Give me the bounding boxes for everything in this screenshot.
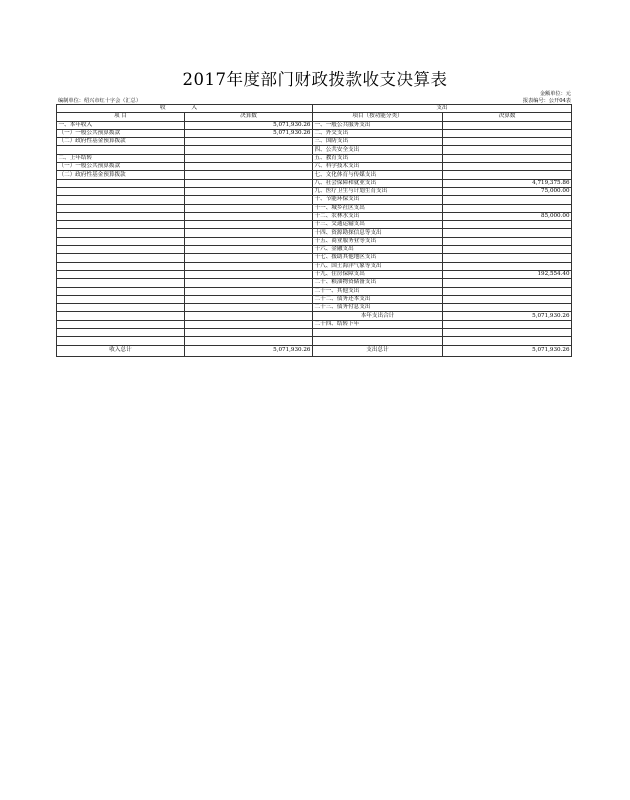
income-amount-cell [185,179,313,187]
income-item-cell [57,204,185,212]
table-row [57,287,572,295]
expenditure-item-cell [313,337,443,345]
income-item-cell [57,212,185,220]
compiling-unit: 编制单位：绍兴市红十字会（汇总） [58,98,142,104]
expenditure-amount-cell [443,129,572,137]
income-item-cell [57,304,185,312]
expenditure-amount-cell: 192,554.40 [443,270,572,278]
income-amount-cell [185,187,313,195]
table-section-header [57,105,572,113]
expenditure-amount-cell [443,262,572,270]
table-row [57,146,572,154]
expenditure-item-cell: 十、节能环保支出 [313,196,443,204]
income-amount-cell [185,279,313,287]
income-item-cell [57,187,185,195]
expenditure-item-cell: 十六、金融支出 [313,246,443,254]
amount-unit-label: 金额单位：元 [539,91,571,97]
table-row [57,163,572,171]
income-amount-cell [185,229,313,237]
expenditure-amount-cell [443,204,572,212]
income-item-cell [57,320,185,328]
expenditure-amount-cell [443,221,572,229]
expenditure-item-cell: 十五、商业服务业等支出 [313,237,443,245]
expenditure-amount-cell [443,163,572,171]
income-amount-cell [185,312,313,320]
income-amount-cell [185,138,313,146]
table-row [57,179,572,187]
table-row [57,337,572,345]
income-item-cell [57,312,185,320]
expenditure-amount-cell [443,320,572,328]
expenditure-item-cell: 十七、援助其他地区支出 [313,254,443,262]
expenditure-item-cell: 七、文化体育与传媒支出 [313,171,443,179]
expenditure-total-label: 支出总计 [313,345,443,356]
income-amount-cell [185,212,313,220]
expenditure-item-cell: 二十一、其他支出 [313,287,443,295]
income-item-cell [57,254,185,262]
income-section-header: 收 入 [57,105,313,113]
expenditure-item-cell: 二十、粮油物资储备支出 [313,279,443,287]
income-amount-cell [185,262,313,270]
income-item-cell [57,179,185,187]
table-row [57,270,572,278]
income-item-cell [57,262,185,270]
table-row [57,196,572,204]
expenditure-item-cell: 十九、住房保障支出 [313,270,443,278]
table-row [57,237,572,245]
income-item-cell [57,146,185,154]
expenditure-item-cell: 十四、资源勘探信息等支出 [313,229,443,237]
income-amount-cell [185,196,313,204]
income-item-cell [57,329,185,337]
expenditure-item-cell: 二十四、结转下年 [313,320,443,328]
table-row [57,320,572,328]
expenditure-item-cell [313,329,443,337]
expenditure-amount-cell [443,246,572,254]
income-item-cell: （一）一般公共预算拨款 [57,163,185,171]
income-amount-cell: 5,071,930.26 [185,129,313,137]
table-row [57,295,572,303]
expenditure-section-header: 支出 [313,105,572,113]
table-column-header [57,113,572,121]
income-item-cell [57,295,185,303]
expenditure-amount-cell [443,196,572,204]
income-amount-cell [185,320,313,328]
income-amount-cell [185,304,313,312]
expenditure-amount-cell [443,295,572,303]
income-total-label: 收入总计 [57,345,185,356]
table-row [57,129,572,137]
expenditure-amount-cell [443,171,572,179]
expenditure-item-cell: 八、社会保障和就业支出 [313,179,443,187]
income-amount-cell [185,204,313,212]
expenditure-item-cell: 二十二、债务还本支出 [313,295,443,303]
table-row [57,304,572,312]
expenditure-item-cell: 三、国防支出 [313,138,443,146]
income-item-cell [57,246,185,254]
expenditure-item-cell: 六、科学技术支出 [313,163,443,171]
expenditure-item-cell: 二十三、债务付息支出 [313,304,443,312]
income-item-cell: 一、本年收入 [57,121,185,129]
table-row [57,154,572,162]
table-row [57,221,572,229]
income-amount-cell [185,154,313,162]
expenditure-amount-cell [443,138,572,146]
expenditure-amount-cell [443,121,572,129]
table-row [57,212,572,220]
income-amount-cell [185,337,313,345]
income-amount-cell [185,163,313,171]
table-row [57,121,572,129]
expenditure-amount-cell [443,154,572,162]
income-item-cell: （二）政府性基金预算拨款 [57,138,185,146]
expenditure-item-cell: 十三、交通运输支出 [313,221,443,229]
income-amount-cell [185,270,313,278]
expenditure-amount-cell: 75,000.00 [443,187,572,195]
expenditure-amount-cell [443,229,572,237]
expenditure-item-cell: 一、一般公共服务支出 [313,121,443,129]
expenditure-amount-cell [443,304,572,312]
income-item-cell [57,279,185,287]
table-row [57,329,572,337]
income-amount-cell [185,171,313,179]
income-item-cell [57,287,185,295]
expenditure-amount-cell [443,146,572,154]
expenditure-item-cell: 五、教育支出 [313,154,443,162]
table-row [57,254,572,262]
table-row [57,171,572,179]
income-amount-cell [185,237,313,245]
table-row [57,229,572,237]
income-item-cell [57,196,185,204]
expenditure-item-cell: 二、外交支出 [313,129,443,137]
expenditure-item-cell: 十八、国土海洋气象等支出 [313,262,443,270]
income-item-cell [57,229,185,237]
income-amount-cell [185,287,313,295]
income-item-cell [57,337,185,345]
budget-table [56,104,572,357]
income-amount-cell [185,146,313,154]
table-row [57,187,572,195]
expenditure-amount-cell [443,287,572,295]
expenditure-item-cell: 四、公共安全支出 [313,146,443,154]
table-row [57,138,572,146]
totals-row [57,345,572,356]
column-header-amount-2: 决算数 [443,113,572,121]
income-item-cell [57,237,185,245]
expenditure-amount-cell: 4,719,375.86 [443,179,572,187]
expenditure-amount-cell [443,254,572,262]
income-item-cell: （一）一般公共预算拨款 [57,129,185,137]
expenditure-amount-cell [443,337,572,345]
column-header-function-item: 项目（按功能分类） [313,113,443,121]
income-amount-cell [185,254,313,262]
expenditure-item-cell: 十二、农林水支出 [313,212,443,220]
income-amount-cell [185,295,313,303]
expenditure-amount-cell: 5,071,930.26 [443,312,572,320]
report-title: 2017年度部门财政拨款收支决算表 [182,70,448,89]
income-amount-cell: 5,071,930.26 [185,121,313,129]
income-item-cell [57,270,185,278]
form-number: 报表编号：公开04表 [522,98,571,104]
expenditure-item-cell: 九、医疗卫生与计划生育支出 [313,187,443,195]
expenditure-amount-cell [443,329,572,337]
income-item-cell [57,221,185,229]
expenditure-item-cell: 本年支出合计 [313,312,443,320]
expenditure-amount-cell: 85,000.00 [443,212,572,220]
income-item-cell: 二、上年结转 [57,154,185,162]
column-header-item: 项 目 [57,113,185,121]
table-row [57,204,572,212]
table-row [57,279,572,287]
column-header-amount: 决算数 [185,113,313,121]
table-row [57,246,572,254]
expenditure-amount-cell [443,237,572,245]
table-row [57,312,572,320]
income-amount-cell [185,329,313,337]
income-total-amount: 5,071,930.26 [185,345,313,356]
income-amount-cell [185,246,313,254]
income-item-cell: （二）政府性基金预算拨款 [57,171,185,179]
table-row [57,262,572,270]
expenditure-total-amount: 5,071,930.26 [443,345,572,356]
expenditure-amount-cell [443,279,572,287]
income-amount-cell [185,221,313,229]
expenditure-item-cell: 十一、城乡社区支出 [313,204,443,212]
